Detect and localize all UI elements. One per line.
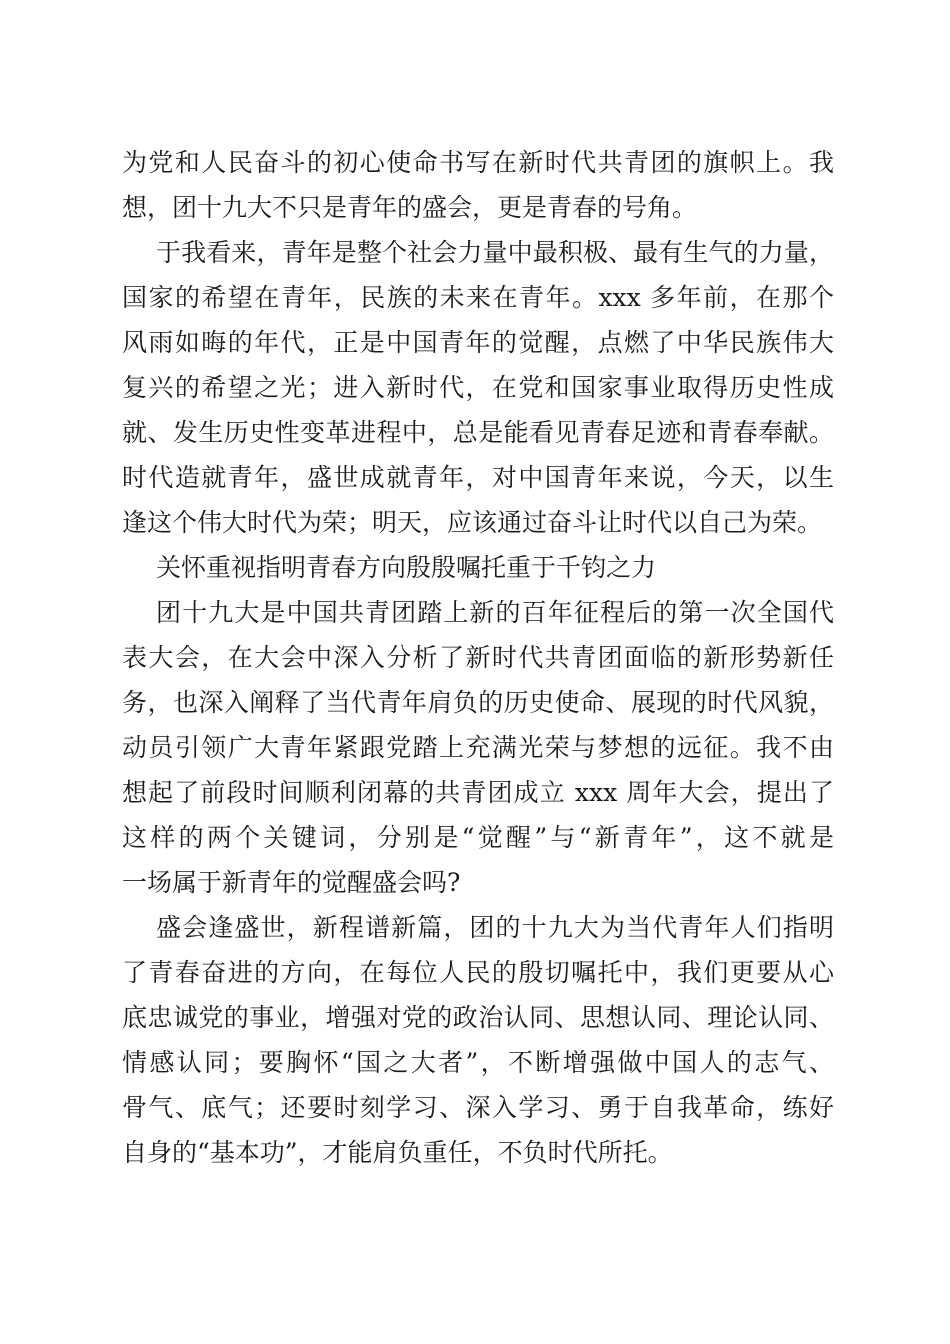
text-line: 一场属于新青年的觉醒盛会吗? <box>122 868 461 897</box>
text-line: 底忠诚党的事业，增强对党的政治认同、思想认同、理论认同、 <box>122 1003 834 1032</box>
text-line: 复兴的希望之光；进入新时代，在党和国家事业取得历史性成 <box>122 373 834 402</box>
text-line: 这样的两个关键词，分别是“觉醒”与“新青年”，这不就是 <box>122 823 834 852</box>
text-line: 了青春奋进的方向，在每位人民的殷切嘱托中，我们更要从心 <box>122 958 834 987</box>
text-line: 盛会逢盛世，新程谱新篇，团的十九大为当代青年人们指明 <box>156 913 834 942</box>
text-line: 风雨如晦的年代，正是中国青年的觉醒，点燃了中华民族伟大 <box>122 328 834 357</box>
text-line: 逢这个伟大时代为荣；明天，应该通过奋斗让时代以自己为荣。 <box>122 508 823 537</box>
text-line: 于我看来，青年是整个社会力量中最积极、最有生气的力量， <box>156 238 834 267</box>
text-line: 国家的希望在青年，民族的未来在青年。xxx 多年前，在那个 <box>122 283 834 312</box>
text-line: 团十九大是中国共青团踏上新的百年征程后的第一次全国代 <box>156 598 834 627</box>
text-line: 想起了前段时间顺利闭幕的共青团成立 xxx 周年大会，提出了 <box>122 778 834 807</box>
text-line: 就、发生历史性变革进程中，总是能看见青春足迹和青春奉献。 <box>122 418 834 447</box>
text-line: 自身的“基本功”，才能肩负重任，不负时代所托。 <box>122 1138 673 1167</box>
text-line: 想，团十九大不只是青年的盛会，更是青春的号角。 <box>122 193 698 222</box>
text-line: 时代造就青年，盛世成就青年，对中国青年来说，今天，以生 <box>122 463 834 492</box>
text-line: 情感认同；要胸怀“国之大者”，不断增强做中国人的志气、 <box>122 1048 834 1077</box>
text-line: 为党和人民奋斗的初心使命书写在新时代共青团的旗帜上。我 <box>122 148 834 177</box>
text-line: 务，也深入阐释了当代青年肩负的历史使命、展现的时代风貌， <box>122 688 834 717</box>
section-heading: 关怀重视指明青春方向殷殷嘱托重于千钧之力 <box>156 553 657 582</box>
text-line: 骨气、底气；还要时刻学习、深入学习、勇于自我革命，练好 <box>122 1093 834 1122</box>
text-line: 动员引领广大青年紧跟党踏上充满光荣与梦想的远征。我不由 <box>122 733 834 762</box>
text-line: 表大会，在大会中深入分析了新时代共青团面临的新形势新任 <box>122 643 834 672</box>
